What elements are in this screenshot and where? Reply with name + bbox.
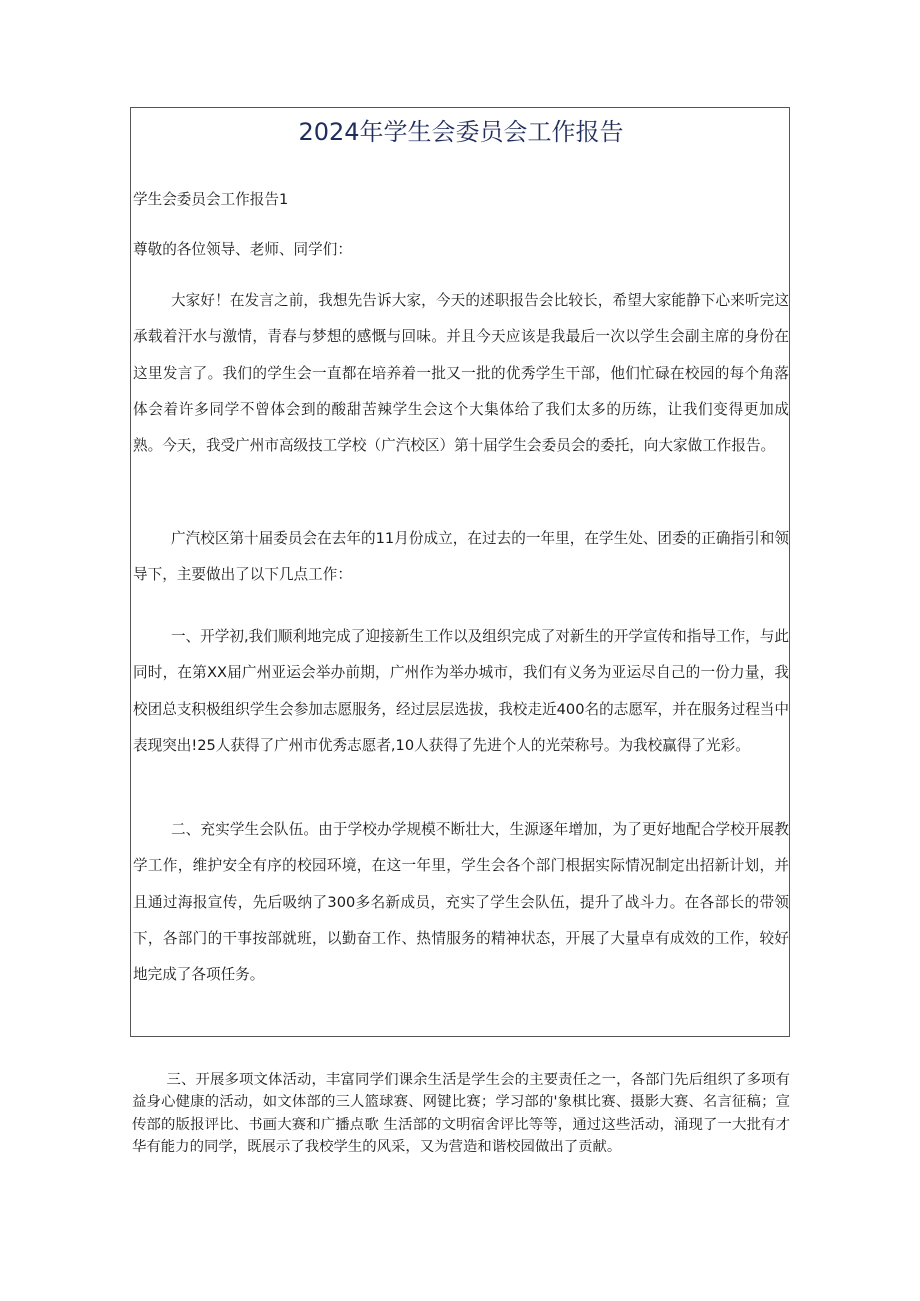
paragraph-overview: 广汽校区第十届委员会在去年的11月份成立，在过去的一年里，在学生处、团委的正确指引和领导下，主要做出了以下几点工作： [133,530,789,584]
paragraph-section-one: 一、开学初,我们顺利地完成了迎接新生工作以及组织完成了对新生的开学宣传和指导工作，与此同时，在第XX届广州亚运会举办前期，广州作为举办城市，我们有义务为亚运尽自己的一份力量，我校团总支积极组织学生会参加志愿服务，经过层层选拔，我校走近400名的志愿军，并在服务过程当中表现突出!25人获得了广州市优秀志愿者,10人获得了先进个人的光荣称号。为我校赢得了光彩。 [133,628,789,754]
paragraph-section-three: 三、开展多项文体活动，丰富同学们课余生活是学生会的主要责任之一，各部门先后组织了多项有益身心健康的活动，如文体部的三人篮球赛、网键比赛；学习部的'象棋比赛、摄影大赛、名言征稿；宣传部的版报评比、书画大赛和广播点歌 生活部的文明宿舍评比等等，通过这些活动，涌现了一大批有才华有能力的同学，既展示了我校学生的风采，又为营造和谐校园做出了贡献。 [132,1072,790,1155]
paragraph-opening: 大家好！在发言之前，我想先告诉大家，今天的述职报告会比较长，希望大家能静下心来听完这承载着汗水与激情，青春与梦想的感慨与回味。并且今天应该是我最后一次以学生会副主席的身份在这里发言了。我们的学生会一直都在培养着一批又一批的优秀学生干部，他们忙碌在校园的每个角落体会着许多同学不曾体会到的酸甜苦辣学生会这个大集体给了我们太多的历练，让我们变得更加成熟。今天，我受广州市高级技工学校（广汽校区）第十届学生会委员会的委托，向大家做工作报告。 [133,292,789,455]
report-subtitle: 学生会委员会工作报告1 [133,191,289,208]
salutation: 尊敬的各位领导、老师、同学们： [133,241,352,258]
document-title: 2024年学生会委员会工作报告 [298,118,624,146]
paragraph-section-two: 二、充实学生会队伍。由于学校办学规模不断壮大，生源逐年增加，为了更好地配合学校开展教学工作，维护安全有序的校园环境，在这一年里，学生会各个部门根据实际情况制定出招新计划，并且通过海报宣传，先后吸纳了300多名新成员，充实了学生会队伍，提升了战斗力。在各部长的带领下，各部门的干事按部就班，以勤奋工作、热情服务的精神状态，开展了大量卓有成效的工作，较好地完成了各项任务。 [133,821,789,984]
